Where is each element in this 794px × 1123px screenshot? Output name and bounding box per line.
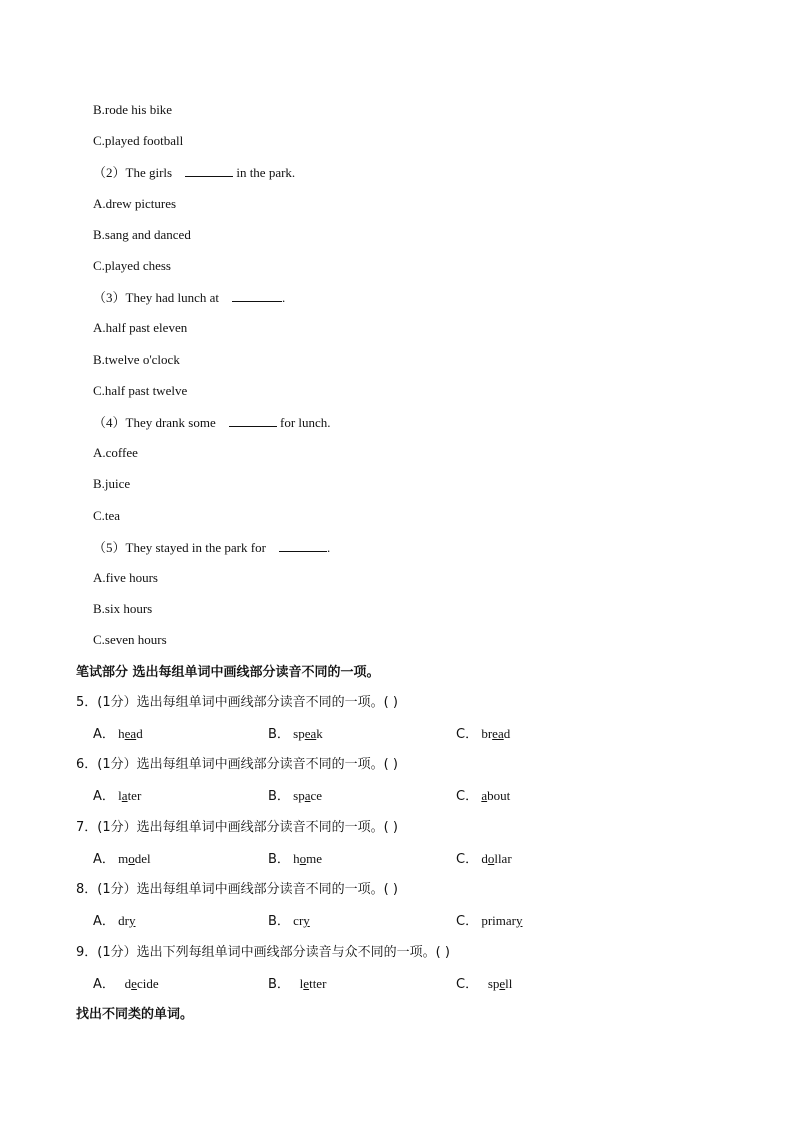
word-part: cr xyxy=(293,913,304,928)
question-text-end: in the park. xyxy=(236,165,296,180)
word-part: primar xyxy=(481,913,516,928)
choice-option[interactable] xyxy=(93,787,141,806)
word-part: bout xyxy=(487,788,511,803)
word-part: cide xyxy=(136,976,159,991)
question-text-end: . xyxy=(326,540,331,555)
choice-label: B． xyxy=(268,727,290,742)
question-text: （3）They had lunch at xyxy=(93,290,219,305)
choice-option[interactable] xyxy=(456,975,512,994)
word-part: h xyxy=(118,726,125,741)
question-text: （4）They drank some xyxy=(93,415,216,430)
underlined-letters: a xyxy=(481,788,488,803)
word-part: llar xyxy=(494,851,512,866)
word-part: d xyxy=(481,851,488,866)
choice-label: B． xyxy=(268,852,290,867)
answer-option: C.played football xyxy=(93,133,184,148)
underlined-letters: ea xyxy=(492,726,504,741)
word-part: del xyxy=(134,851,151,866)
underlined-letters: o xyxy=(299,851,307,866)
word-part: ce xyxy=(310,788,323,803)
underlined-letters: ea xyxy=(304,726,317,741)
fill-in-question xyxy=(93,538,330,557)
choice-label: A． xyxy=(93,727,115,742)
choice-option[interactable] xyxy=(456,850,512,869)
fill-in-question xyxy=(93,413,331,432)
word-part: tter xyxy=(309,976,327,991)
choice-label: A． xyxy=(93,914,115,929)
choice-label: A． xyxy=(93,977,115,992)
choice-label: A． xyxy=(93,852,115,867)
section-heading-written: 笔试部分 选出每组单词中画线部分读音不同的一项。 xyxy=(76,665,380,680)
choice-option[interactable] xyxy=(93,975,159,994)
choice-label: A． xyxy=(93,789,115,804)
choice-label: C． xyxy=(456,852,479,867)
underlined-letters: e xyxy=(131,976,137,991)
choice-option[interactable] xyxy=(93,725,143,744)
option-row xyxy=(93,850,733,868)
word-part: l xyxy=(118,788,122,803)
answer-option: B.twelve o'clock xyxy=(93,352,180,367)
answer-option: B.six hours xyxy=(93,601,153,616)
choice-option[interactable] xyxy=(93,912,136,931)
choice-option[interactable] xyxy=(93,850,151,869)
choice-label: C． xyxy=(456,914,479,929)
word-part: k xyxy=(316,726,323,741)
underlined-letters: e xyxy=(303,976,310,991)
question-stem: 8．(1分）选出每组单词中画线部分读音不同的一项。( ) xyxy=(76,882,398,897)
answer-option: A.five hours xyxy=(93,570,158,585)
choice-option[interactable] xyxy=(268,912,310,931)
word-part: l xyxy=(293,976,304,991)
choice-label: C． xyxy=(456,789,479,804)
underlined-letters: a xyxy=(121,788,128,803)
word-part: h xyxy=(293,851,300,866)
choice-option[interactable] xyxy=(456,787,510,806)
word-part: m xyxy=(118,851,129,866)
answer-option: B.rode his bike xyxy=(93,102,173,117)
word-part: ter xyxy=(127,788,142,803)
question-text-end: . xyxy=(282,290,286,305)
word-part: sp xyxy=(481,976,500,991)
question-text-end: for lunch. xyxy=(280,415,331,430)
question-text: （5）They stayed in the park for xyxy=(93,540,266,555)
answer-option: B.juice xyxy=(93,476,131,491)
option-row xyxy=(93,725,733,743)
answer-blank[interactable] xyxy=(279,538,327,552)
choice-label: C． xyxy=(456,727,479,742)
underlined-letters: y xyxy=(515,913,523,928)
choice-label: B． xyxy=(268,789,290,804)
word-part: sp xyxy=(293,788,305,803)
answer-option: A.coffee xyxy=(93,445,138,460)
word-part: d xyxy=(503,726,511,741)
choice-option[interactable] xyxy=(456,725,510,744)
question-stem: 7．(1分）选出每组单词中画线部分读音不同的一项。( ) xyxy=(76,820,398,835)
option-row xyxy=(93,912,733,930)
underlined-letters: ea xyxy=(124,726,137,741)
word-part: me xyxy=(306,851,323,866)
choice-label: B． xyxy=(268,977,290,992)
question-text: （2）The girls xyxy=(93,165,173,180)
answer-blank[interactable] xyxy=(232,288,282,302)
fill-in-question xyxy=(93,288,285,307)
question-stem: 9．(1分）选出下列每组单词中画线部分读音与众不同的一项。( ) xyxy=(76,945,450,960)
word-part: sp xyxy=(293,726,305,741)
choice-option[interactable] xyxy=(268,725,323,744)
word-part: d xyxy=(136,726,143,741)
answer-option: B.sang and danced xyxy=(93,227,191,242)
question-stem: 6．(1分）选出每组单词中画线部分读音不同的一项。( ) xyxy=(76,757,398,772)
word-part: ll xyxy=(505,976,513,991)
answer-blank[interactable] xyxy=(229,413,277,427)
section-heading-odd-one-out: 找出不同类的单词。 xyxy=(76,1007,194,1022)
answer-option: C.played chess xyxy=(93,258,171,273)
option-row xyxy=(93,787,733,805)
choice-option[interactable] xyxy=(456,912,522,931)
answer-option: A.drew pictures xyxy=(93,196,177,211)
fill-in-question xyxy=(93,163,295,182)
underlined-letters: o xyxy=(487,851,495,866)
answer-option: C.half past twelve xyxy=(93,383,188,398)
underlined-letters: e xyxy=(499,976,506,991)
answer-option: C.seven hours xyxy=(93,632,167,647)
option-row xyxy=(93,975,733,993)
word-part: d xyxy=(118,976,132,991)
underlined-letters: a xyxy=(304,788,311,803)
choice-label: C． xyxy=(456,977,479,992)
underlined-letters: y xyxy=(129,913,136,928)
choice-option[interactable] xyxy=(268,787,322,806)
answer-option: A.half past eleven xyxy=(93,320,188,335)
underlined-letters: y xyxy=(303,913,310,928)
choice-option[interactable] xyxy=(268,975,326,994)
underlined-letters: o xyxy=(128,851,135,866)
choice-label: B． xyxy=(268,914,290,929)
choice-option[interactable] xyxy=(268,850,322,869)
answer-option: C.tea xyxy=(93,508,121,523)
question-stem: 5．(1分）选出每组单词中画线部分读音不同的一项。( ) xyxy=(76,695,398,710)
answer-blank[interactable] xyxy=(185,163,233,177)
word-part: dr xyxy=(118,913,129,928)
word-part: br xyxy=(481,726,493,741)
